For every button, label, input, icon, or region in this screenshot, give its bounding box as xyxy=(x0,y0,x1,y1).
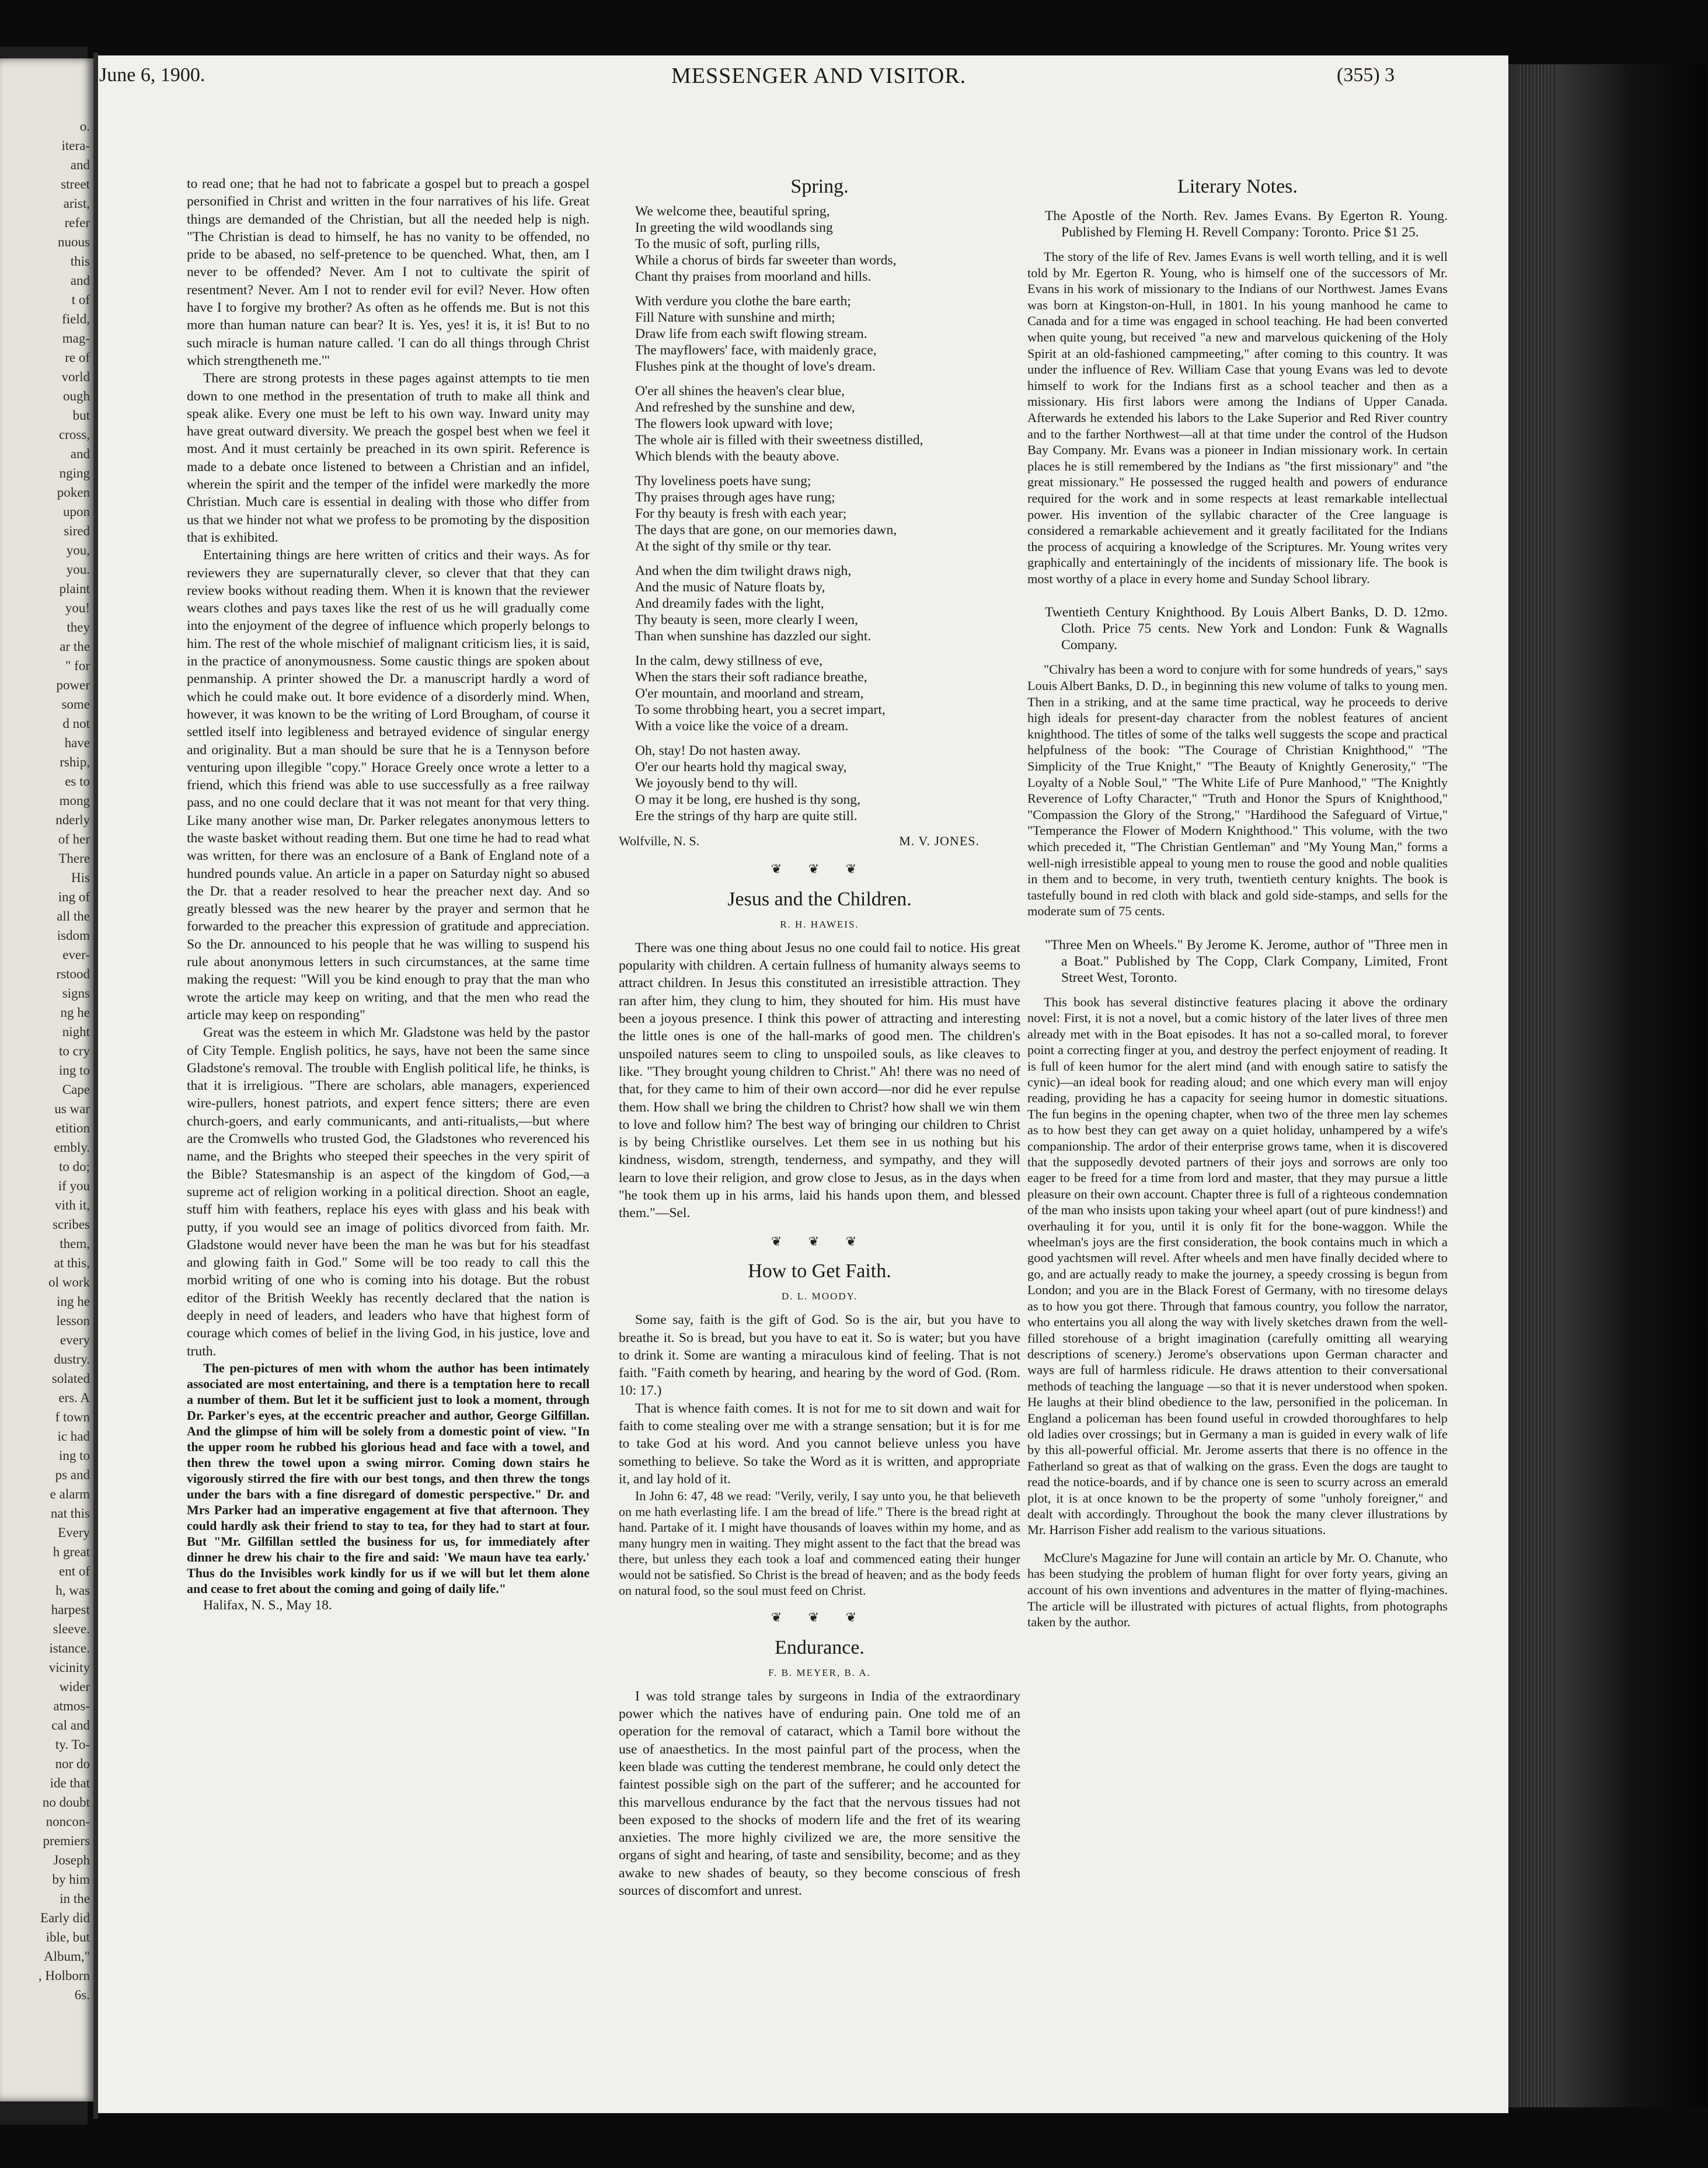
prev-page-fragment: ible, but xyxy=(46,1930,90,1944)
article-title-jesus: Jesus and the Children. xyxy=(727,888,912,910)
prev-page-fragment: you. xyxy=(66,562,90,577)
issue-date: June 6, 1900. xyxy=(99,64,205,86)
paragraph: to read one; that he had not to fabricate a gospel but to preach a gospel personified in Christ and written in the four narratives of his life. Great things are demanded of the Christian, but all the needed help is nigh. "The Christian is dead to himself, he has no vanity to be offended, no pride to be abased, no self-pretence to be quenched. What, then, am I never to be offended? Never. Am I not to cultivate the spirit of resentment? Never. Am I not to render evil for evil? Never. How often have I to forgive my brother? As often as he offends me. But is not this more than human nature can bear? It is. Yes, yes! it is, it is! But to no such miracle is human nature called. 'I can do all things through Christ which strengtheneth me.'" xyxy=(187,176,590,368)
prev-page-fragment: upon xyxy=(63,504,90,519)
prev-page-fragment: you, xyxy=(66,543,90,557)
prev-page-fragment: Cape xyxy=(62,1082,90,1097)
poem-signature xyxy=(619,832,1020,850)
byline: F. B. MEYER, B. A. xyxy=(768,1667,871,1678)
prev-page-fragment: embly. xyxy=(54,1140,90,1155)
prev-page-fragment: nuous xyxy=(58,235,90,249)
poem-line: Oh, stay! Do not hasten away. xyxy=(635,743,801,758)
prev-page-fragment: mag- xyxy=(62,331,90,346)
poem-line: O'er mountain, and moorland and stream, xyxy=(635,686,864,701)
article-title-spring: Spring. xyxy=(790,176,849,197)
prev-page-fragment: re of xyxy=(65,350,90,365)
poem-line: Thy loveliness poets have sung; xyxy=(635,473,811,489)
prev-page-fragment: rship, xyxy=(60,755,90,769)
prev-page-fragment: istance. xyxy=(49,1641,90,1655)
prev-page-fragment: o. xyxy=(79,119,90,134)
prev-page-fragment: and xyxy=(70,447,90,461)
byline: R. H. HAWEIS. xyxy=(780,918,859,930)
prev-page-fragment: h, was xyxy=(55,1583,90,1598)
prev-page-fragment: night xyxy=(62,1024,90,1039)
prev-page-fragment: Album," xyxy=(43,1949,90,1964)
prev-page-fragment: cross, xyxy=(58,427,90,442)
prev-page-fragment: etition xyxy=(55,1121,90,1135)
prev-page-fragment: nging xyxy=(59,466,90,480)
paragraph: Some say, faith is the gift of God. So is the air, but you have to breathe it. So is bread, but you have to eat it. So is water; but you have to drink it. Some are wanting a miraculous kind of feeling. That is not faith. "Faith cometh by hearing, and hearing by the word of God. (Rom. 10: 17.) xyxy=(619,1312,1020,1399)
prev-page-fragment: ing to xyxy=(58,1448,90,1463)
poem-line: O may it be long, ere hushed is thy song, xyxy=(635,792,860,807)
ornament-divider: ❦ ❦ ❦ xyxy=(771,862,869,877)
prev-page-fragment: There xyxy=(58,851,90,866)
prev-page-fragment: refer xyxy=(64,215,90,230)
prev-page-fragment: Every xyxy=(58,1525,90,1540)
paragraph: I was told strange tales by surgeons in India of the extraordinary power which the natives have of enduring pain. One told me of an operation for the removal of cataract, which a Tamil bore without the use of anaesthetics. In the most painful part of the process, when the keen blade was cutting the tenderest membrane, he could only detect the faintest possible sigh on the part of the sufferer; and he accounted for this marvellous endurance by the fact that the nervous tissues had not been exposed to the shocks of modern life and the fret of its wearing anxieties. The more highly civilized we are, the more sensitive the organs of sight and hearing, of taste and sensibility, become; and as they awake to new shades of beauty, so they become conscious of fresh sources of discomfort and unrest. xyxy=(619,1688,1020,1899)
prev-page-fragment: ough xyxy=(63,389,90,403)
poem-line: O'er our hearts hold thy magical sway, xyxy=(635,759,847,775)
prev-page-fragment: es to xyxy=(65,774,90,789)
prev-page-fragment: harpest xyxy=(51,1602,90,1617)
prev-page-fragment: ent of xyxy=(58,1564,90,1578)
poem-line: To the music of soft, purling rills, xyxy=(635,236,820,252)
book-listing: Twentieth Century Knighthood. By Louis Albert Banks, D. D. 12mo. Cloth. Price 75 cents. New York and London: Funk & Wagnalls Company. xyxy=(1045,605,1448,653)
dateline: Halifax, N. S., May 18. xyxy=(203,1597,332,1613)
poem-line: With a voice like the voice of a dream. xyxy=(635,719,849,734)
article-title-faith: How to Get Faith. xyxy=(748,1260,891,1282)
prev-page-fragment: atmos- xyxy=(53,1699,90,1713)
prev-page-fragment: vorld xyxy=(61,370,90,384)
prev-page-fragment: ing of xyxy=(58,890,90,904)
page-gutter xyxy=(93,53,98,2119)
masthead-title: MESSENGER AND VISITOR. xyxy=(671,64,967,88)
poem-stanza xyxy=(635,653,1020,734)
poem-line: Flushes pink at the thought of love's dream. xyxy=(635,359,876,374)
review-paragraph: "Chivalry has been a word to conjure with for some hundreds of years," says Louis Albert Banks, D. D., in beginning this new volume of talks to young men. Then in a striking, and at the same time practical, way he proceeds to derive high ideals for present-day character from the noblest features of ancient knighthood. The titles of some of the talks well suggests the scope and practical helpfulness of the book: "The Courage of Christian Knighthood," "The Simplicity of the True Knight," "The Beauty of Knightly Generosity," "The Loyalty of a Noble Soul," "The White Life of Pure Manhood," "The Knightly Reverence of Lofty Character," "Truth and Honor the Spurs of Knighthood," "Compassion the Glory of the Strong," "Hardihood the Safeguard of Virtue," "Temperance the Flower of Modern Knighthood." This volume, with the two which preceded it, "The Christian Gentleman" and "My Young Man," forms a well-nigh irresistible appeal to young men to rouse the good and noble qualities in them and to become, in very truth, twentieth century knights. The book is tastefully bound in red cloth with black and gold side-stamps, and sells for the moderate sum of 75 cents. xyxy=(1027,662,1448,919)
prev-page-fragment: if you xyxy=(58,1179,90,1193)
prev-page-fragment: power xyxy=(56,678,90,692)
paragraph: There are strong protests in these pages against attempts to tie men down to one method in the presentation of truth to make all think and speak alike. Every one must be left to his own way. Inward unity may have great outward diversity. We preach the gospel best when we feel it most. And it must certainly be preached in its own spirit. Reference is made to a debate once listened to between a Christian and an infidel, wherein the spirit and the temper of the infidel were markedly the more Christian. Much care is essential in dealing with those who differ from us that we hinder not what we profess to be promoting by the disposition that is exhibited. xyxy=(187,371,590,545)
paragraph: There was one thing about Jesus no one could fail to notice. His great popularity with children. A certain fullness of humanity always seems to attract children. In Jesus this constituted an irresistible attraction. They ran after him, they clung to him, they shouted for him. His must have been a joyous presence. I think this power of attracting and interesting the little ones is one of the hall-marks of good men. The children's unspoiled natures seem to cling to unspoiled souls, as like cleaves to like. "They brought young children to Christ." Ah! there was no need of that, for they came to him of their own accord—nor did he ever repulse them. How shall we bring the children to Christ? how shall we win them to love and follow him? The best way of bringing our children to Christ is by being Christlike ourselves. Let them see in us nothing but his kindness, wisdom, strength, tenderness, and sympathy, and they will learn to love their religion, and grow close to Jesus, as in the days when "he took them up in his arms, laid his hands upon them, and blessed them."—Sel. xyxy=(619,940,1020,1221)
prev-page-fragment: f town xyxy=(55,1410,90,1424)
prev-page-fragment: to cry xyxy=(58,1044,90,1058)
poem-line: Thy praises through ages have rung; xyxy=(635,490,835,505)
section-title-literary-notes: Literary Notes. xyxy=(1177,176,1298,197)
prev-page-fragment: but xyxy=(72,408,90,423)
prev-page-fragment: ever- xyxy=(62,947,90,962)
prev-page-fragment: scribes xyxy=(53,1217,90,1232)
prev-page-fragment: noncon- xyxy=(46,1814,90,1829)
prev-page-fragment: have xyxy=(64,736,90,750)
poem-stanza xyxy=(635,383,1020,465)
poem-line: To some throbbing heart, you a secret impart, xyxy=(635,702,886,717)
byline: D. L. MOODY. xyxy=(782,1290,858,1302)
prev-page-fragment: ar the xyxy=(60,639,90,654)
paragraph: That is whence faith comes. It is not for me to sit down and wait for faith to come stealing over me with a strange sensation; but it is for me to take God at his word. And you cannot believe unless you have something to believe. So take the Word as it is written, and appropriate it, and lay hold of it. xyxy=(619,1400,1020,1487)
prev-page-fragment: ing to xyxy=(58,1063,90,1078)
prev-page-fragment: vicinity xyxy=(48,1660,90,1675)
poem-author: M. V. JONES. xyxy=(899,834,980,848)
paragraph: The pen-pictures of men with whom the author has been intimately associated are most entertaining, and there is a temptation here to recall a number of them. But let it be sufficient just to look a moment, through Dr. Parker's eyes, at the eccentric preacher and author, George Gilfillan. And the glimpse of him will be solely from a domestic point of view. "In the upper room he rubbed his glorious head and face with a towel, and then threw the towel upon a swing mirror. Coming down stairs he vigorously stirred the fire with our best tongs, and then threw the tongs under the bars with a fine disregard of domestic perspective." Dr. and Mrs Parker had an imperative engagement at five that afternoon. They could hardly ask their friend to stay to tea, for they had to start at four. But "Mr. Gilfillan settled the business for us, for immediately after dinner he drew his chair to the fire and said: 'We maun have tea early.' Thus do the Invisibles work kindly for us if we will but let them alone and cease to fret about the coming and going of daily life." xyxy=(187,1360,590,1596)
poem-stanza xyxy=(635,743,1020,824)
paragraph: In John 6: 47, 48 we read: "Verily, verily, I say unto you, he that believeth on me hath everlasting life. I am the bread of life." There is the bread right at hand. Partake of it. I might have thousands of loaves within my home, and as many hungry men in waiting. They might assent to the fact that the bread was there, but unless they each took a loaf and commenced eating their hunger would not be satisfied. So Christ is the bread of heaven; and as the body feeds on natural food, so the soul must feed on Christ. xyxy=(619,1489,1020,1598)
poem-line: The whole air is filled with their sweetness distilled, xyxy=(635,433,923,448)
poem-place: Wolfville, N. S. xyxy=(619,834,700,848)
previous-page-edge xyxy=(0,58,93,2101)
ornament-divider: ❦ ❦ ❦ xyxy=(771,1233,869,1249)
ornament-divider: ❦ ❦ ❦ xyxy=(771,1610,869,1625)
poem-line: O'er all shines the heaven's clear blue, xyxy=(635,384,845,399)
poem-spring xyxy=(635,203,1020,824)
prev-page-fragment: this xyxy=(70,254,90,269)
prev-page-fragment: isdom xyxy=(57,928,90,943)
prev-page-fragment: ol work xyxy=(48,1275,90,1289)
poem-line: At the sight of thy smile or thy tear. xyxy=(635,539,832,554)
poem-line: Ere the strings of thy harp are quite still. xyxy=(635,808,858,824)
prev-page-fragment: , Holborn xyxy=(38,1968,90,1983)
prev-page-fragment: 6s. xyxy=(74,1988,90,2002)
prev-page-fragment: cal and xyxy=(51,1718,90,1733)
prev-page-fragment: at this, xyxy=(54,1256,90,1270)
review-paragraph: This book has several distinctive features placing it above the ordinary novel: First, it is not a novel, but a comic history of the later lives of three men already met with in the Boat episodes. It has not a so-called moral, to forever point a correcting finger at you, and destroy the perfect enjoyment of reading. It is full of keen humor for the alert mind (and with enough satire to satisfy the cynic)—an ideal book for reading aloud; and one which every man will enjoy reading, providing he has a capacity for seeing humor in domestic situations. The fun begins in the opening chapter, when two of the three men lay schemes as to how best they can get away on a quiet holiday, unhampered by a wife's companionship. The ardor of their enterprise grows tame, when it is discovered that the supposedly devoted partners of their joys and sorrows are only too eager to be freed for a time from lord and master, that they may pursue a little pleasure on their own account. Chapter three is full of a righteous condemnation of the man who insists upon taking your wheel apart (out of pure kindness!) and overhauling it for you, until it is only fit for the bone-waggon. While the wheelman's joys are the first consideration, the book contains much in which a good yachtsmen will revel. After wheels and men have finally decided where to go, and are actually ready to make the journey, a speedy crossing is begun from London; and you are in the Black Forest of Germany, with no tiresome delays as to how you got there. Through that famous country, you follow the narrator, who entertains you all along the way with lively sketches drawn from the well-filled storehouse of a bright imagination (carefully omitting all wearying descriptions of scenery.) Jerome's observations upon German character and ways are full of harmless ridicule. He draws attention to their conversational methods of teaching the language —so that it is never understood when spoken. He laughs at their blind obedience to the law, personified in the policeman. In England a policeman has been found useful in crowded thoroughfares to help old ladies over crossings; but in Germany a man is guided in every walk of life by this all-powerful official. Mr. Jerome asserts that there is no offence in the Fatherland so great as that of walking on the grass. Even the dogs are taught to read the notice-boards, and if by chance one is seen to scurry across an emerald plot, it is at once known to be the property of some "unholy foreigner," and dealt with accordingly. Throughout the book the many clever illustrations by Mr. Harrison Fisher add realism to the various situations. xyxy=(1027,994,1448,1538)
review-paragraph: The story of the life of Rev. James Evans is well worth telling, and it is well told by Mr. Egerton R. Young, who is himself one of the successors of Mr. Evans in his work of missionary to the Indians of our Northwest. James Evans was born at Kingston-on-Hull, in 1801. In his young manhood he came to Canada and for a time was engaged in school teaching. He had been converted when quite young, but received "a new and marvelous quickening of the Holy Spirit at an old-fashioned campmeeting," after coming to this country. It was under the influence of Rev. William Case that young Evans was led to devote himself to work for the Indians first as a school teacher and then as a missionary. His first labors were among the Indians of Upper Canada. Afterwards he extended his labors to the Lake Superior and Red River country and to the farther Northwest—all at that time under the control of the Hudson Bay Company. Mr. Evans was a pioneer in Indian missionary work. In certain places he is still remembered by the Indians as "the first missionary" and "the great missionary." He possessed the rugged health and powers of endurance required for the work and in some respects at least remarkable intellectual power. His invention of the syllabic character of the Cree language is considered a remarkable achievement and it greatly facilitated for the Indians the process of acquiring a knowledge of the Scriptures. Mr. Young writes very graphically and entertainingly of the incidents of missionary life. The book is most worthy of a place in every home and Sunday School library. xyxy=(1027,249,1448,586)
poem-line: The flowers look upward with love; xyxy=(635,416,833,431)
prev-page-fragment: ng he xyxy=(60,1005,90,1020)
prev-page-fragment: nderly xyxy=(55,813,90,827)
prev-page-fragment: itera- xyxy=(61,138,90,153)
poem-line: And when the dim twilight draws nigh, xyxy=(635,563,852,578)
poem-line: The days that are gone, on our memories dawn, xyxy=(635,522,897,538)
prev-page-fragment: they xyxy=(67,620,90,635)
prev-page-fragment: in the xyxy=(60,1891,90,1906)
prev-page-fragment: nat this xyxy=(50,1506,90,1521)
poem-line: Thy beauty is seen, more clearly I ween, xyxy=(635,612,858,628)
prev-page-fragment: premiers xyxy=(43,1834,90,1848)
column-1 xyxy=(187,175,590,1614)
prev-page-fragment: ers. A xyxy=(58,1390,90,1405)
prev-page-fragment: us war xyxy=(54,1102,90,1116)
prev-page-fragment: every xyxy=(60,1333,90,1347)
poem-line: Fill Nature with sunshine and mirth; xyxy=(635,310,835,325)
prev-page-fragment: them, xyxy=(60,1236,90,1251)
column-3 xyxy=(1027,175,1448,1630)
prev-page-fragment: " for xyxy=(65,658,90,673)
paragraph: Entertaining things are here written of critics and their ways. As for reviewers they are supernaturally clever, so clever that that they can review books without reading them. When it is known that the reviewer wears clothes and pays taxes like the rest of us he will gradually come into the enjoyment of the degree of influence which properly belongs to him. The rest of the whole mischief of malignant criticism lies, it is said, in the practice of anonymousness. Some caustic things are spoken about penmanship. A printer showed the Dr. a manuscript hardly a word of which he could make out. It bore evidence of a disorderly mind. When, however, it was known to be the writing of Lord Brougham, of course it settled itself into legibleness and betrayed evidence of singular energy and originality. But a man should be sure that he is a Tennyson before venturing upon illegible "copy." Horace Greely once wrote a letter to a friend, which this friend was able to use successfully as a free railway pass, and no one could declare that it was not meant for that very thing. Like many another wise man, Dr. Parker relegates anonymous letters to the waste basket without reading them. But one time he had to read what was written, for there was an enclosure of a Bank of England note of a hundred pounds value. An article in a paper on Saturday night so abused the Dr. that a reader resolved to hear the preacher next day. And so greatly blessed was the new hearer by the prayer and sermon that he forwarded to the preacher this expression of gratitude and appreciation. So the Dr. announced to his people that he was willing to suspend his rule about anonymous letters in such circumstances, at the same time making the request: "Will you be kind enough to pray that the man who wrote the article may keep on writing, and that the men who read the article may keep on responding" xyxy=(187,548,590,1023)
poem-line: Chant thy praises from moorland and hills. xyxy=(635,269,872,284)
prev-page-fragment: arist, xyxy=(63,196,90,211)
poem-line: While a chorus of birds far sweeter than words, xyxy=(635,253,897,268)
poem-stanza xyxy=(635,563,1020,644)
prev-page-fragment: sired xyxy=(64,524,90,538)
poem-stanza xyxy=(635,203,1020,285)
poem-line: With verdure you clothe the bare earth; xyxy=(635,294,851,309)
poem-line: Which blends with the beauty above. xyxy=(635,449,839,464)
prev-page-fragment: vith it, xyxy=(54,1198,90,1212)
review-paragraph: McClure's Magazine for June will contain an article by Mr. O. Chanute, who has been studying the problem of human flight for over forty years, giving an account of his own inventions and adventures in the matter of flying-machines. The article will be illustrated with pictures of actual flights, from photographs taken by the author. xyxy=(1027,1550,1448,1630)
prev-page-fragment: nor do xyxy=(55,1756,90,1771)
prev-page-fragment: no doubt xyxy=(42,1795,90,1810)
poem-line: We joyously bend to thy will. xyxy=(635,776,798,791)
prev-page-fragment: poken xyxy=(57,485,90,500)
prev-page-fragment: to do; xyxy=(58,1159,90,1174)
column-2 xyxy=(619,175,1020,1899)
prev-page-fragment: ic had xyxy=(57,1429,90,1444)
poem-line: In greeting the wild woodlands sing xyxy=(635,220,833,235)
prev-page-fragment: t of xyxy=(71,292,90,307)
prev-page-fragment: h great xyxy=(53,1545,90,1559)
poem-line: Than when sunshine has dazzled our sight. xyxy=(635,629,872,644)
prev-page-fragment: signs xyxy=(62,986,90,1001)
poem-line: When the stars their soft radiance breathe, xyxy=(635,670,867,685)
poem-line: Draw life from each swift flowing stream. xyxy=(635,326,867,341)
poem-line: The mayflowers' face, with maidenly grace, xyxy=(635,343,877,358)
prev-page-fragment: and xyxy=(70,158,90,172)
prev-page-fragment: Early did xyxy=(40,1911,90,1925)
article-title-endurance: Endurance. xyxy=(775,1636,865,1658)
prev-page-fragment: e alarm xyxy=(50,1487,90,1501)
page-number: (355) 3 xyxy=(1337,64,1395,86)
paragraph: Great was the esteem in which Mr. Gladstone was held by the pastor of City Temple. English politics, he says, have not been the same since Gladstone's removal. The trouble with English political life, he thinks, is that it is irreligious. "There are scholars, able managers, experienced wire-pullers, honest patriots, and expert fence sitters; there are even church-goers, and early communicants, and anti-ritualists,—but where are the Cromwells who trusted God, the Gladstones who reverenced his name, and the Brights who steeped their speeches in the very spirit of the Bible? Statesmanship is an aspect of the kingdom of God,—a supreme act of religion working in a political direction. Shoot an eagle, stuff him with feathers, replace his eyes with glass and his beak with putty, if you would see an image of politics divorced from faith. Mr. Gladstone would never have been the man he was but for his steadfast and glowing faith in God." Some will be too ready to call this the morbid writing of one who is coming into his dotage. But the robust editor of the British Weekly has recently declared that the nation is deeply in need of leaders, and leaders who have that highest form of courage which comes of belief in the living God, in his justice, love and truth. xyxy=(187,1025,590,1359)
prev-page-fragment: lesson xyxy=(56,1313,90,1328)
poem-stanza xyxy=(635,473,1020,555)
poem-line: In the calm, dewy stillness of eve, xyxy=(635,653,823,668)
book-edge xyxy=(1508,64,1707,2107)
prev-page-fragment: field, xyxy=(62,312,90,326)
prev-page-fragment: some xyxy=(61,697,90,712)
prev-page-fragment: Joseph xyxy=(53,1853,90,1867)
poem-line: And the music of Nature floats by, xyxy=(635,580,825,595)
prev-page-fragment: d not xyxy=(62,716,90,731)
prev-page-fragment: dustry. xyxy=(54,1352,90,1367)
prev-page-fragment: ty. To- xyxy=(55,1737,90,1752)
prev-page-fragment: rstood xyxy=(56,967,90,981)
poem-stanza xyxy=(635,293,1020,375)
prev-page-fragment: all the xyxy=(57,909,90,923)
prev-page-fragment: solated xyxy=(51,1371,90,1386)
prev-page-fragment: plaint xyxy=(59,581,90,596)
prev-page-fragment: ide that xyxy=(50,1776,90,1790)
prev-page-fragment: street xyxy=(61,177,90,191)
poem-line: For thy beauty is fresh with each year; xyxy=(635,506,847,521)
prev-page-fragment: mong xyxy=(59,793,90,808)
prev-page-fragment: of her xyxy=(58,832,90,846)
book-listing: The Apostle of the North. Rev. James Evans. By Egerton R. Young. Published by Fleming H. Revell Company: Toronto. Price $1 25. xyxy=(1045,208,1448,240)
prev-page-fragment: and xyxy=(70,273,90,288)
poem-line: And refreshed by the sunshine and dew, xyxy=(635,400,855,415)
prev-page-fragment: ing he xyxy=(57,1294,90,1309)
prev-page-fragment: you! xyxy=(65,601,90,615)
poem-line: We welcome thee, beautiful spring, xyxy=(635,204,830,219)
prev-page-fragment: ps and xyxy=(55,1468,90,1482)
prev-page-fragment: His xyxy=(71,870,90,885)
poem-line: And dreamily fades with the light, xyxy=(635,596,824,611)
book-listing: "Three Men on Wheels." By Jerome K. Jerome, author of "Three men in a Boat." Published by The Copp, Clark Company, Limited, Front Street West, Toronto. xyxy=(1045,937,1448,985)
prev-page-fragment: by him xyxy=(52,1872,90,1887)
prev-page-fragment: sleeve. xyxy=(53,1622,90,1636)
prev-page-fragment: wider xyxy=(59,1679,90,1694)
